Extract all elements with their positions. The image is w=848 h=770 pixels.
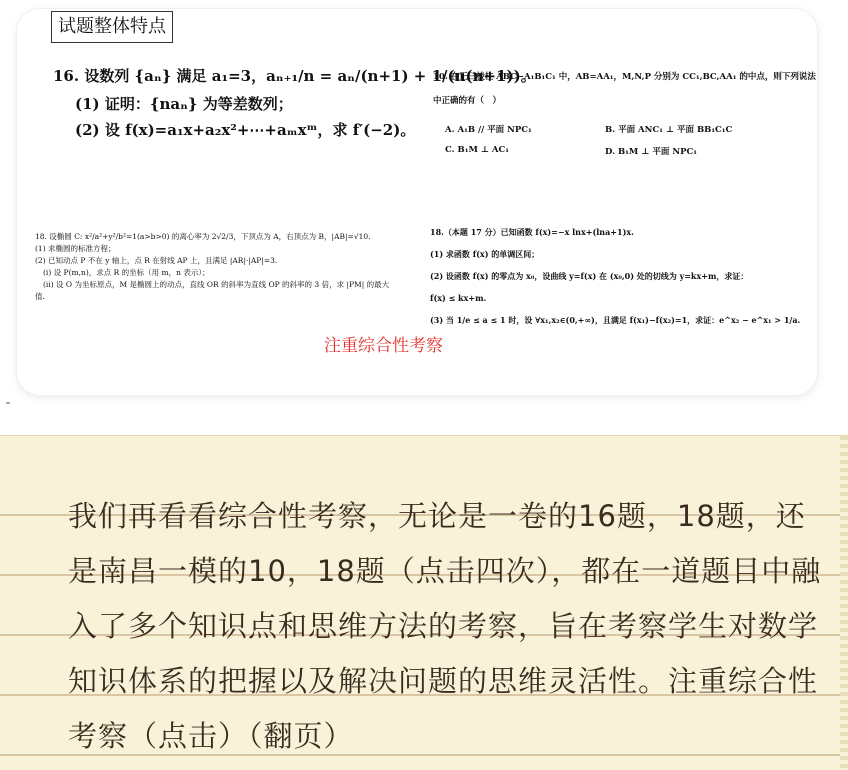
question-10-stem-line2: 中正确的有（ ） xyxy=(433,96,502,106)
question-18-ellipse-line: 值. xyxy=(35,292,45,301)
question-10-options xyxy=(433,123,823,157)
paper-edge xyxy=(840,436,848,770)
question-18-function-line: f(x) ≤ kx+m. xyxy=(430,293,487,303)
question-16-part1: (1) 证明：{naₙ} 为等差数列； xyxy=(75,95,293,113)
question-10 xyxy=(433,65,823,157)
speaker-notes-text: 我们再看看综合性考察，无论是一卷的16题，18题，还是南昌一模的10，18题（点击四次），都在一道题目中融入了多个知识点和思维方法的考察，旨在考察学生对数学知识体系的把握以及解决问题的思维灵活性。注重综合性考察（点击）（翻页） xyxy=(68,499,822,753)
emphasis-note: 注重综合性考察 xyxy=(324,336,443,356)
question-16-stem: 16. 设数列 {aₙ} 满足 a₁=3，aₙ₊₁/n = aₙ/(n+1) + 1/(n(n+1))。 xyxy=(53,67,536,85)
question-16-part2: (2) 设 f(x)=a₁x+a₂x²+⋯+aₘxᵐ，求 f′(−2)。 xyxy=(75,121,416,139)
question-18-function xyxy=(430,221,825,331)
option-a: A. A₁B // 平面 NPC₁ xyxy=(445,125,532,135)
question-18-function-line: 18.（本题 17 分）已知函数 f(x)=−x lnx+(lna+1)x. xyxy=(430,227,634,237)
question-18-ellipse xyxy=(35,231,425,303)
slide-panel xyxy=(16,8,818,396)
option-b: B. 平面 ANC₁ ⊥ 平面 BB₁C₁C xyxy=(605,125,733,135)
question-18-ellipse-line: (1) 求椭圆的标准方程； xyxy=(35,244,116,253)
question-18-function-line: (2) 设函数 f(x) 的零点为 x₀，设曲线 y=f(x) 在 (x₀,0) 处的切线为 y=kx+m，求证： xyxy=(430,271,749,281)
option-c: C. B₁M ⊥ AC₁ xyxy=(445,145,510,155)
question-18-function-line: (1) 求函数 f(x) 的单调区间； xyxy=(430,249,540,259)
slide-title: 试题整体特点 xyxy=(51,11,173,43)
divider-mark xyxy=(6,402,10,404)
question-18-ellipse-line: (ii) 设 O 为坐标原点，M 是椭圆上的动点，直线 OR 的斜率为直线 OP 的斜率的 3 倍，求 |PM| 的最大 xyxy=(43,280,390,289)
lined-notes-panel xyxy=(0,435,848,770)
question-18-function-line: (3) 当 1/e ≤ a ≤ 1 时，设 ∀x₁,x₂∈(0,+∞)，且满足 f(x₁)−f(x₂)=1，求证：e^x₂ − e^x₁ > 1/a. xyxy=(430,315,801,325)
question-18-ellipse-line: (i) 设 P(m,n)，求点 R 的坐标（用 m，n 表示）； xyxy=(43,268,210,277)
question-18-ellipse-line: (2) 已知动点 P 不在 y 轴上，点 R 在射线 AP 上，且满足 |AR|·|AP|=3. xyxy=(35,256,278,265)
question-18-ellipse-line: 18. 设椭圆 C: x²/a²+y²/b²=1(a>b>0) 的离心率为 2√2/3，下顶点为 A，右顶点为 B，|AB|=√10. xyxy=(35,232,371,241)
question-10-stem-line1: 10. 在正三棱柱 ABC−A₁B₁C₁ 中，AB=AA₁，M,N,P 分别为 CC₁,BC,AA₁ 的中点，则下列说法 xyxy=(433,72,816,82)
option-d: D. B₁M ⊥ 平面 NPC₁ xyxy=(605,147,697,157)
